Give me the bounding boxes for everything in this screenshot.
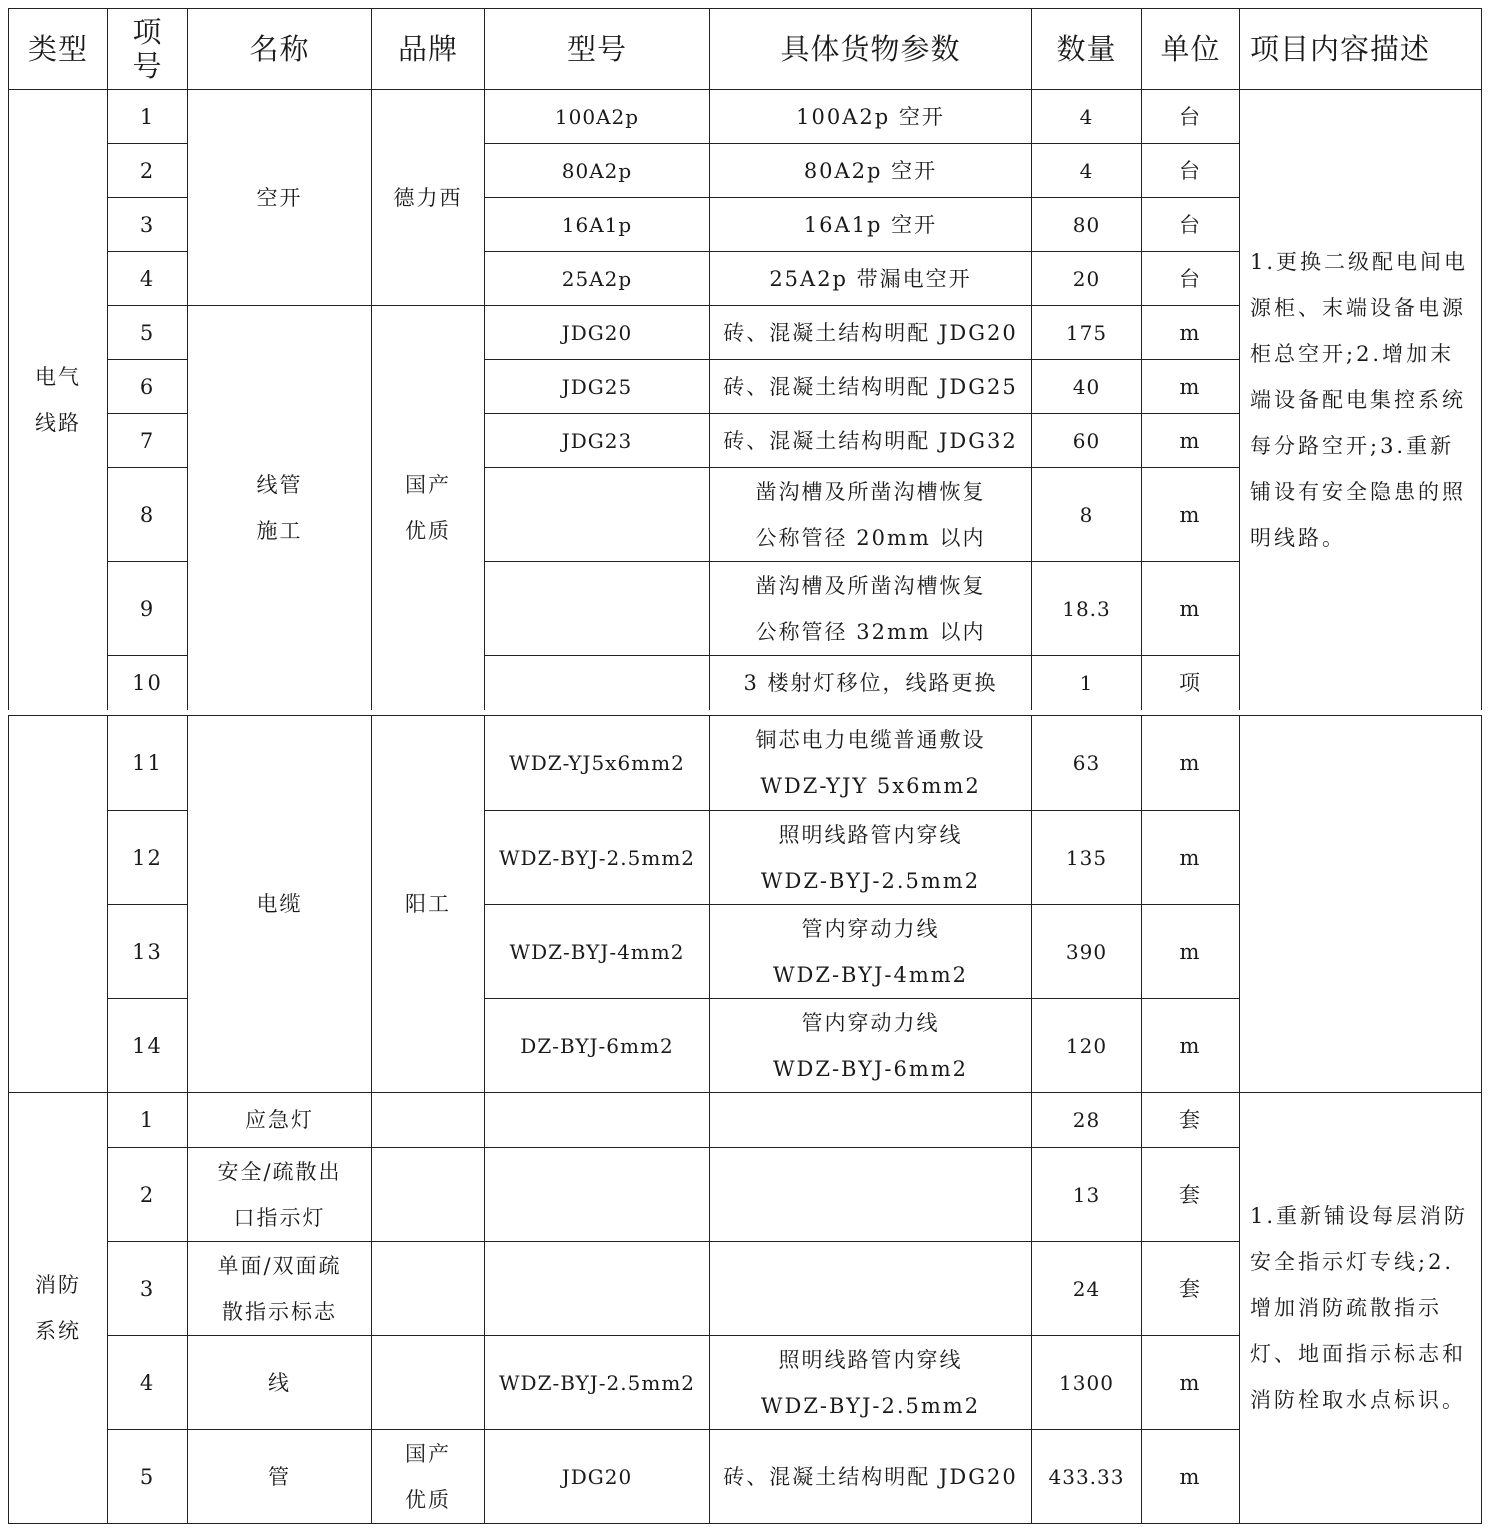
unit-cell: 套 [1142, 1242, 1240, 1336]
desc-cell-fire: 1.重新铺设每层消防安全指示灯专线;2.增加消防疏散指示灯、地面指示标志和消防栓取水点标识。 [1240, 1093, 1482, 1524]
row-no: 8 [108, 468, 188, 562]
header-no: 项 号 [108, 9, 188, 90]
unit-cell: m [1142, 414, 1240, 468]
model-cell: JDG25 [485, 360, 710, 414]
row-no: 9 [108, 562, 188, 656]
type-cell-electric: 电气 线路 [9, 90, 108, 710]
unit-cell: 套 [1142, 1148, 1240, 1242]
header-row [9, 9, 1482, 90]
row-no: 3 [108, 198, 188, 252]
qty-cell: 1300 [1032, 1336, 1142, 1430]
name-cell: 线管 施工 [188, 306, 372, 710]
brand-cell [372, 1148, 485, 1242]
model-cell: 80A2p [485, 144, 710, 198]
name-cell: 空开 [188, 90, 372, 306]
unit-cell: m [1142, 306, 1240, 360]
params-cell: 80A2p 空开 [710, 144, 1032, 198]
unit-cell: 台 [1142, 198, 1240, 252]
brand-cell [372, 1093, 485, 1148]
params-cell: 照明线路管内穿线 WDZ-BYJ-2.5mm2 [710, 811, 1032, 905]
unit-cell: m [1142, 1430, 1240, 1524]
params-cell: 凿沟槽及所凿沟槽恢复 公称管径 32mm 以内 [710, 562, 1032, 656]
unit-cell: m [1142, 468, 1240, 562]
header-unit: 单位 [1142, 9, 1240, 90]
row-no: 4 [108, 1336, 188, 1430]
brand-cell [372, 1336, 485, 1430]
model-cell [485, 468, 710, 562]
name-cell: 应急灯 [188, 1093, 372, 1148]
goods-table-part1 [8, 8, 1482, 710]
qty-cell: 120 [1032, 999, 1142, 1093]
unit-cell: m [1142, 562, 1240, 656]
model-cell [485, 1093, 710, 1148]
qty-cell: 8 [1032, 468, 1142, 562]
model-cell: 16A1p [485, 198, 710, 252]
desc-cell-electric: 1.更换二级配电间电源柜、末端设备电源柜总空开;2.增加末端设备配电集控系统每分路空开;3.重新铺设有安全隐患的照明线路。 [1240, 90, 1482, 710]
brand-cell: 阳工 [372, 716, 485, 1093]
brand-cell: 国产 优质 [372, 1430, 485, 1524]
params-cell: 铜芯电力电缆普通敷设 WDZ-YJY 5x6mm2 [710, 716, 1032, 811]
row-no: 1 [108, 1093, 188, 1148]
model-cell: WDZ-YJ5x6mm2 [485, 716, 710, 811]
params-cell: 砖、混凝土结构明配 JDG32 [710, 414, 1032, 468]
header-qty: 数量 [1032, 9, 1142, 90]
params-cell: 25A2p 带漏电空开 [710, 252, 1032, 306]
row-no: 10 [108, 656, 188, 710]
table-row [9, 1093, 1482, 1148]
params-cell: 3 楼射灯移位，线路更换 [710, 656, 1032, 710]
unit-cell: m [1142, 999, 1240, 1093]
qty-cell: 433.33 [1032, 1430, 1142, 1524]
model-cell: JDG20 [485, 306, 710, 360]
unit-cell: m [1142, 1336, 1240, 1430]
name-cell: 电缆 [188, 716, 372, 1093]
row-no: 6 [108, 360, 188, 414]
desc-cell-electric-cont [1240, 716, 1482, 1093]
model-cell [485, 562, 710, 656]
model-cell: JDG20 [485, 1430, 710, 1524]
row-no: 14 [108, 999, 188, 1093]
header-brand: 品牌 [372, 9, 485, 90]
row-no: 2 [108, 1148, 188, 1242]
row-no: 5 [108, 306, 188, 360]
brand-cell: 德力西 [372, 90, 485, 306]
name-cell: 安全/疏散出 口指示灯 [188, 1148, 372, 1242]
unit-cell: 台 [1142, 90, 1240, 144]
unit-cell: 项 [1142, 656, 1240, 710]
name-cell: 管 [188, 1430, 372, 1524]
row-no: 7 [108, 414, 188, 468]
params-cell: 管内穿动力线 WDZ-BYJ-6mm2 [710, 999, 1032, 1093]
model-cell: DZ-BYJ-6mm2 [485, 999, 710, 1093]
brand-cell [372, 1242, 485, 1336]
table-row [9, 716, 1482, 811]
type-cell-fire: 消防 系统 [9, 1093, 108, 1524]
name-cell: 单面/双面疏 散指示标志 [188, 1242, 372, 1336]
model-cell [485, 656, 710, 710]
type-cell-electric-cont [9, 716, 108, 1093]
params-cell: 16A1p 空开 [710, 198, 1032, 252]
unit-cell: 套 [1142, 1093, 1240, 1148]
qty-cell: 20 [1032, 252, 1142, 306]
qty-cell: 24 [1032, 1242, 1142, 1336]
header-model: 型号 [485, 9, 710, 90]
name-cell: 线 [188, 1336, 372, 1430]
params-cell: 砖、混凝土结构明配 JDG25 [710, 360, 1032, 414]
params-cell [710, 1242, 1032, 1336]
row-no: 5 [108, 1430, 188, 1524]
unit-cell: m [1142, 905, 1240, 999]
qty-cell: 175 [1032, 306, 1142, 360]
model-cell: WDZ-BYJ-4mm2 [485, 905, 710, 999]
model-cell: 25A2p [485, 252, 710, 306]
params-cell: 100A2p 空开 [710, 90, 1032, 144]
qty-cell: 390 [1032, 905, 1142, 999]
header-type: 类型 [9, 9, 108, 90]
unit-cell: m [1142, 811, 1240, 905]
params-cell: 照明线路管内穿线 WDZ-BYJ-2.5mm2 [710, 1336, 1032, 1430]
params-cell: 砖、混凝土结构明配 JDG20 [710, 1430, 1032, 1524]
row-no: 12 [108, 811, 188, 905]
model-cell: WDZ-BYJ-2.5mm2 [485, 811, 710, 905]
params-cell: 凿沟槽及所凿沟槽恢复 公称管径 20mm 以内 [710, 468, 1032, 562]
unit-cell: 台 [1142, 144, 1240, 198]
model-cell [485, 1242, 710, 1336]
unit-cell: m [1142, 716, 1240, 811]
row-no: 13 [108, 905, 188, 999]
row-no: 2 [108, 144, 188, 198]
brand-cell: 国产 优质 [372, 306, 485, 710]
qty-cell: 60 [1032, 414, 1142, 468]
params-cell: 砖、混凝土结构明配 JDG20 [710, 306, 1032, 360]
model-cell: 100A2p [485, 90, 710, 144]
qty-cell: 13 [1032, 1148, 1142, 1242]
params-cell [710, 1148, 1032, 1242]
header-name: 名称 [188, 9, 372, 90]
header-params: 具体货物参数 [710, 9, 1032, 90]
qty-cell: 40 [1032, 360, 1142, 414]
row-no: 3 [108, 1242, 188, 1336]
qty-cell: 135 [1032, 811, 1142, 905]
qty-cell: 63 [1032, 716, 1142, 811]
row-no: 11 [108, 716, 188, 811]
model-cell: JDG23 [485, 414, 710, 468]
row-no: 1 [108, 90, 188, 144]
qty-cell: 4 [1032, 90, 1142, 144]
qty-cell: 4 [1032, 144, 1142, 198]
qty-cell: 80 [1032, 198, 1142, 252]
unit-cell: 台 [1142, 252, 1240, 306]
params-cell: 管内穿动力线 WDZ-BYJ-4mm2 [710, 905, 1032, 999]
qty-cell: 18.3 [1032, 562, 1142, 656]
model-cell [485, 1148, 710, 1242]
table-row [9, 90, 1482, 144]
params-cell [710, 1093, 1032, 1148]
qty-cell: 1 [1032, 656, 1142, 710]
goods-table-part2 [8, 715, 1482, 1524]
qty-cell: 28 [1032, 1093, 1142, 1148]
row-no: 4 [108, 252, 188, 306]
header-desc: 项目内容描述 [1240, 9, 1482, 90]
model-cell: WDZ-BYJ-2.5mm2 [485, 1336, 710, 1430]
unit-cell: m [1142, 360, 1240, 414]
